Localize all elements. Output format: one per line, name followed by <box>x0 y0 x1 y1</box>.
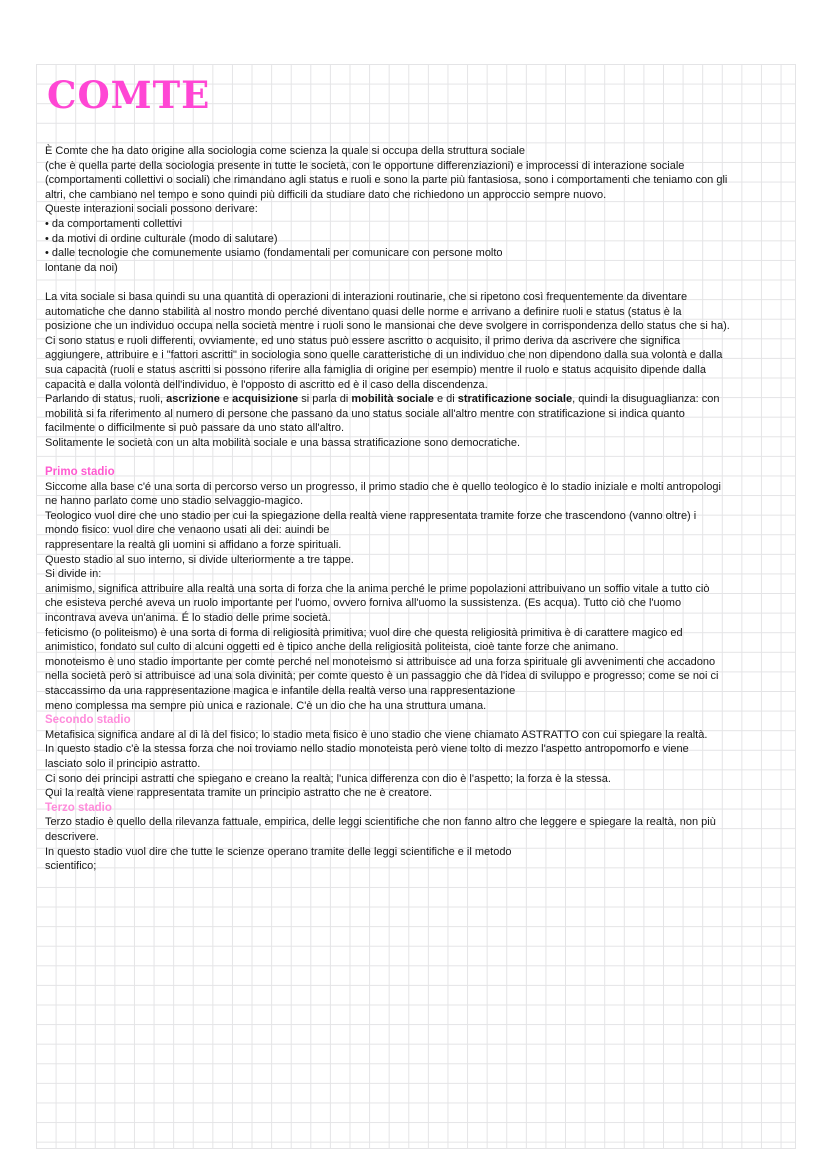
text-line: mobilità si fa riferimento al numero di persone che passano da uno status sociale all'altro mentre con stratificazione si indica quanto <box>45 407 685 420</box>
note-content <box>45 73 792 874</box>
section-heading: Terzo stadio <box>45 801 112 814</box>
text-line: automatiche che danno stabilità al nostro mondo perché diventano quasi delle norme e arrivano a definire ruoli e status (status è la <box>45 305 682 318</box>
text-line: Solitamente le società con un alta mobilità sociale e una bassa stratificazione sono democratiche. <box>45 436 521 449</box>
text-line: (comportamenti collettivi o sociali) che rimandano agli status e ruoli e sono la parte più fantasiosa, sono i comportamenti che teniamo con gli <box>45 174 728 187</box>
paragraph <box>45 728 792 801</box>
paragraph <box>45 480 792 714</box>
text-line: animismo, significa attribuire alla realtà una sorta di forza che la anima perché le prime popolazioni attribuivano un soffio vitale a tutto ciò <box>45 582 710 595</box>
bullet-line: • da motivi di ordine culturale (modo di salutare) <box>45 232 278 245</box>
paragraph <box>45 144 792 290</box>
notebook-page <box>36 64 796 1149</box>
text-line: altri, che cambiano nel tempo e sono quindi più difficili da studiare dato che richiedono un approccio sempre nuovo. <box>45 188 607 201</box>
text-line: Terzo stadio è quello della rilevanza fattuale, empirica, delle leggi scientifiche che non fanno altro che leggere e spiegare la realtà, non più <box>45 816 716 829</box>
text-line: mondo fisico: vuol dire che venaono usati ali dei: auindi be <box>45 524 330 537</box>
text-line: La vita sociale si basa quindi su una quantità di operazioni di interazioni routinarie, che si ripetono così frequentemente da diventare <box>45 290 688 303</box>
text-line: animistico, fondato sul culto di alcuni oggetti ed è tipico anche della religiosità politeista, cioè tante forze che animano. <box>45 641 619 654</box>
text-line: Metafisica significa andare al di là del fisico; lo stadio meta fisico è uno stadio che viene chiamato ASTRATTO con cui spiegare la realtà. <box>45 728 708 741</box>
text-line: feticismo (o politeismo) è una sorta di forma di religiosità primitiva; vuol dire che questa religiosità primitiva è di carattere magico ed <box>45 626 683 639</box>
text-line: lasciato solo il principio astratto. <box>45 757 201 770</box>
text-line: incontrava aveva un'anima. É lo stadio delle prime società. <box>45 612 331 624</box>
text-line: Queste interazioni sociali possono derivare: <box>45 203 258 216</box>
text-line: Teologico vuol dire che uno stadio per cui la spiegazione della realtà viene rappresentata tramite forze che trascendono (vanno oltre) i <box>45 509 697 522</box>
text-line: facilmente o difficilmente si può passare da uno stato all'altro. <box>45 422 345 435</box>
paragraph <box>45 290 792 465</box>
text-line: staccassimo da una rappresentazione magica e infantile della realtà verso una rappresentazione <box>45 684 516 697</box>
text-line: Ci sono dei principi astratti che spiegano e creano la realtà; l'unica differenza con dio è l'aspetto; la forza è la stessa. <box>45 772 611 785</box>
text-line: che esisteva perché aveva un ruolo importante per l'uomo, ovvero forniva all'uomo la sussistenza. (Es acqua). Tutto ciò che l'uomo <box>45 597 682 610</box>
text-line <box>45 275 792 290</box>
text-line: nella società però si attribuisce ad una sola divinità; per comte questo è un passaggio che dà l'idea di sviluppo e progresso; come se noi ci <box>45 670 719 683</box>
paragraph <box>45 815 792 873</box>
text-line: (che è quella parte della sociologia presente in tutte le società, con le opportune differenziazioni) e improcessi di interazione sociale <box>45 159 685 172</box>
text-line: aggiungere, attribuire e i "fattori ascritti" in sociologia sono quelle caratteristiche di un individuo che non dipendono dalla sua volontà e dalla <box>45 349 723 362</box>
page-title: COMTE <box>47 73 211 117</box>
text-line: lontane da noi) <box>45 261 118 274</box>
text-line: descrivere. <box>45 830 99 843</box>
text-line: ne hanno parlato come uno stadio selvaggio-magico. <box>45 495 304 508</box>
text-line: In questo stadio c'è la stessa forza che noi troviamo nello stadio monoteista però viene tolto di mezzo l'aspetto antropomorfo e viene <box>45 743 689 756</box>
text-line: Ci sono status e ruoli differenti, ovviamente, ed uno status può essere ascritto o acquisito, il primo deriva da ascrivere che significa <box>45 334 681 347</box>
bullet-line: • dalle tecnologie che comunemente usiamo (fondamentali per comunicare con persone molto <box>45 247 503 260</box>
text-line: Parlando di status, ruoli, ascrizione e acquisizione si parla di mobilità sociale e di stratificazione sociale, quindi la disuguaglianza: con <box>45 393 720 406</box>
text-line: monoteismo è uno stadio importante per comte perché nel monoteismo si attribuisce ad una forza spirituale gli avvenimenti che accadono <box>45 655 716 668</box>
text-line: capacità e dalla volontà dell'individuo, è l'opposto di ascritto ed è il caso della discendenza. <box>45 378 488 391</box>
text-line: sua capacità (ruoli e status ascritti si possono riferire alla famiglia di origine per esempio) mentre il ruolo e status acquisito dipende dalla <box>45 363 706 376</box>
text-line: scientifico; <box>45 860 97 873</box>
text-line: meno complessa ma sempre più unica e razionale. C'è un dio che ha una struttura umana. <box>45 699 487 712</box>
text-line: Questo stadio al suo interno, si divide ulteriormente a tre tappe. <box>45 553 354 566</box>
text-line: rappresentare la realtà gli uomini si affidano a forze spirituali. <box>45 539 342 552</box>
text-line: In questo stadio vuol dire che tutte le scienze operano tramite delle leggi scientifiche e il metodo <box>45 845 512 858</box>
text-line: Siccome alla base c'é una sorta di percorso verso un progresso, il primo stadio che è quello teologico è lo stadio iniziale e molti antropologi <box>45 480 721 493</box>
text-line: Qui la realtà viene rappresentata tramite un principio astratto che ne è creatore. <box>45 787 433 800</box>
text-line: È Comte che ha dato origine alla sociologia come scienza la quale si occupa della struttura sociale <box>45 145 525 157</box>
section-heading: Primo stadio <box>45 466 115 479</box>
text-line <box>45 450 792 465</box>
section-heading: Secondo stadio <box>45 714 131 727</box>
bullet-line: • da comportamenti collettivi <box>45 217 183 230</box>
text-line: posizione che un individuo occupa nella società mentre i ruoli sono le mansionai che deve svolgere in corrispondenza dello status che si ha). <box>45 320 730 333</box>
text-line: Si divide in: <box>45 568 102 581</box>
